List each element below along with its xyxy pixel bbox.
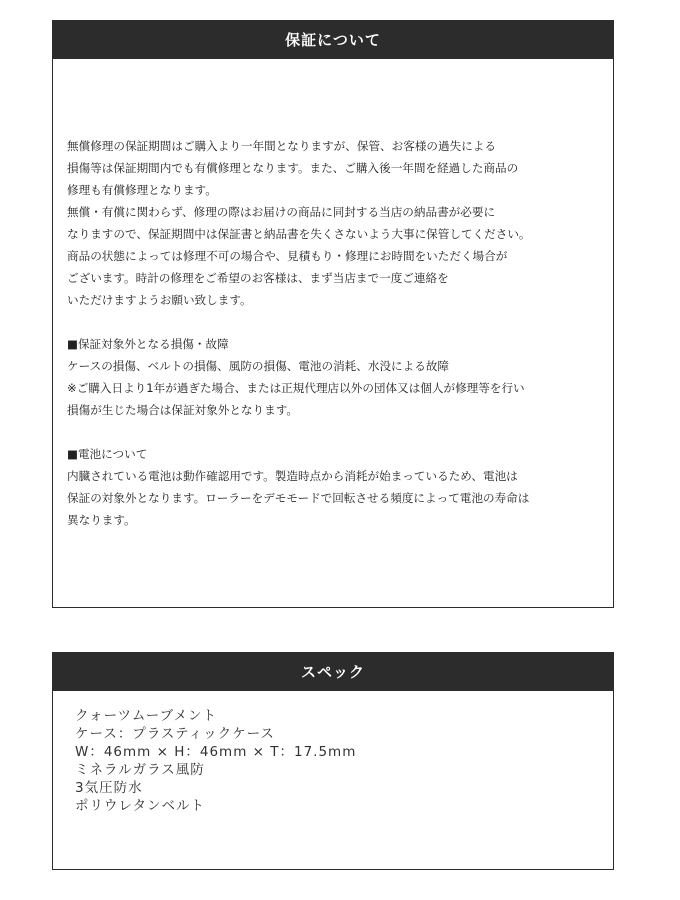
paragraph-gap <box>67 421 603 443</box>
spec-item: クォーツムーブメント <box>75 708 218 724</box>
warranty-line: 修理も有償修理となります。 <box>67 183 217 197</box>
warranty-section <box>52 20 614 608</box>
spec-item: ミネラルガラス風防 <box>75 762 205 778</box>
spec-body <box>53 691 613 815</box>
paragraph-gap <box>67 311 603 333</box>
battery-line: 保証の対象外となります。ローラーをデモモードで回転させる頻度によって電池の寿命は <box>67 491 530 505</box>
battery-heading: ■電池について <box>67 447 148 461</box>
warranty-header: 保証について <box>53 21 613 59</box>
warranty-body <box>53 59 613 531</box>
warranty-line: 無償・有償に関わらず、修理の際はお届けの商品に同封する当店の納品書が必要に <box>67 205 496 219</box>
spec-item: 3気圧防水 <box>75 780 143 796</box>
warranty-line: 無償修理の保証期間はご購入より一年間となりますが、保管、お客様の過失による <box>67 139 496 153</box>
warranty-line: いただけますようお願い致します。 <box>67 293 252 307</box>
spec-item: ポリウレタンベルト <box>75 798 205 814</box>
exclusions-line: ※ご購入日より1年が過ぎた場合、または正規代理店以外の団体又は個人が修理等を行い <box>67 381 525 395</box>
spec-item: ケース：プラスティックケース <box>75 726 275 742</box>
warranty-line: なりますので、保証期間中は保証書と納品書を失くさないよう大事に保管してください。 <box>67 227 531 241</box>
warranty-line: 商品の状態によっては修理不可の場合や、見積もり・修理にお時間をいただく場合が <box>67 249 508 263</box>
battery-line: 内臓されている電池は動作確認用です。製造時点から消耗が始まっているため、電池は <box>67 469 518 483</box>
battery-line: 異なります。 <box>67 513 136 527</box>
exclusions-line: ケースの損傷、ベルトの損傷、風防の損傷、電池の消耗、水没による故障 <box>67 359 450 373</box>
exclusions-line: 損傷が生じた場合は保証対象外となります。 <box>67 403 298 417</box>
spec-header: スペック <box>53 653 613 691</box>
warranty-line: ございます。時計の修理をご希望のお客様は、まず当店まで一度ご連絡を <box>67 271 449 285</box>
warranty-line: 損傷等は保証期間内でも有償修理となります。また、ご購入後一年間を経過した商品の <box>67 161 519 175</box>
spec-item: W：46mm × H：46mm × T：17.5mm <box>75 744 357 760</box>
spec-section <box>52 652 614 870</box>
exclusions-heading: ■保証対象外となる損傷・故障 <box>67 337 229 351</box>
